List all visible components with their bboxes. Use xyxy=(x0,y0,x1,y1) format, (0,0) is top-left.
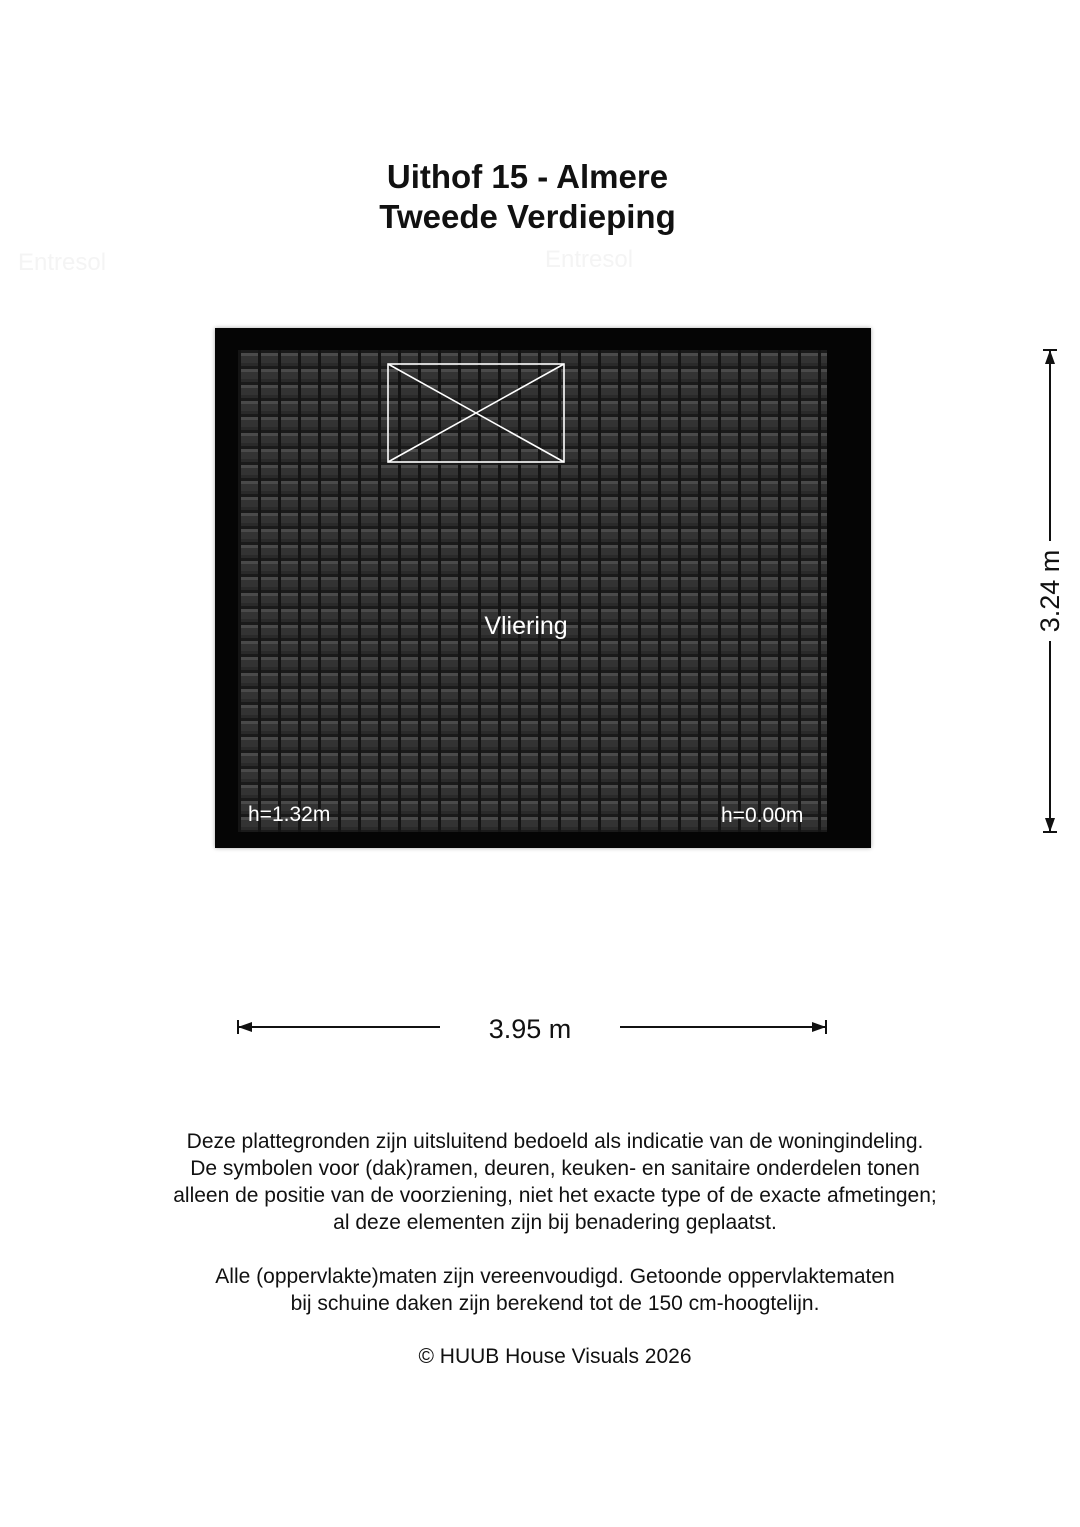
depth-dimension-label: 3.24 m xyxy=(1032,541,1068,641)
ghost-label-center: Entresol xyxy=(545,246,634,273)
disclaimer-paragraph-1 xyxy=(60,1128,1050,1236)
skylight-symbol xyxy=(388,364,564,462)
disclaimer-line: De symbolen voor (dak)ramen, deuren, keuken- en sanitaire onderdelen tonen xyxy=(190,1157,920,1180)
ceiling-height-right: h=0.00m xyxy=(721,804,804,827)
ghost-label-left: Entresol xyxy=(18,249,107,276)
disclaimer-line: Deze plattegronden zijn uitsluitend bedoeld als indicatie van de woningindeling. xyxy=(186,1130,924,1153)
disclaimer-line: alleen de positie van de voorziening, niet het exacte type of de exacte afmetingen; xyxy=(173,1184,937,1207)
width-dimension-label: 3.95 m xyxy=(440,1012,620,1046)
plan-title-address: Uithof 15 - Almere xyxy=(386,158,669,195)
disclaimer-line: al deze elementen zijn bij benadering geplaatst. xyxy=(333,1211,777,1234)
ceiling-height-left: h=1.32m xyxy=(248,803,331,826)
room-label-vliering: Vliering xyxy=(484,612,568,640)
disclaimer-line: bij schuine daken zijn berekend tot de 150 cm-hoogtelijn. xyxy=(290,1292,820,1315)
plan-title-floor: Tweede Verdieping xyxy=(379,198,676,235)
copyright-notice: © HUUB House Visuals 2026 xyxy=(418,1345,692,1368)
disclaimer-line: Alle (oppervlakte)maten zijn vereenvoudigd. Getoonde oppervlaktematen xyxy=(215,1265,895,1288)
disclaimer-paragraph-2 xyxy=(60,1263,1050,1317)
